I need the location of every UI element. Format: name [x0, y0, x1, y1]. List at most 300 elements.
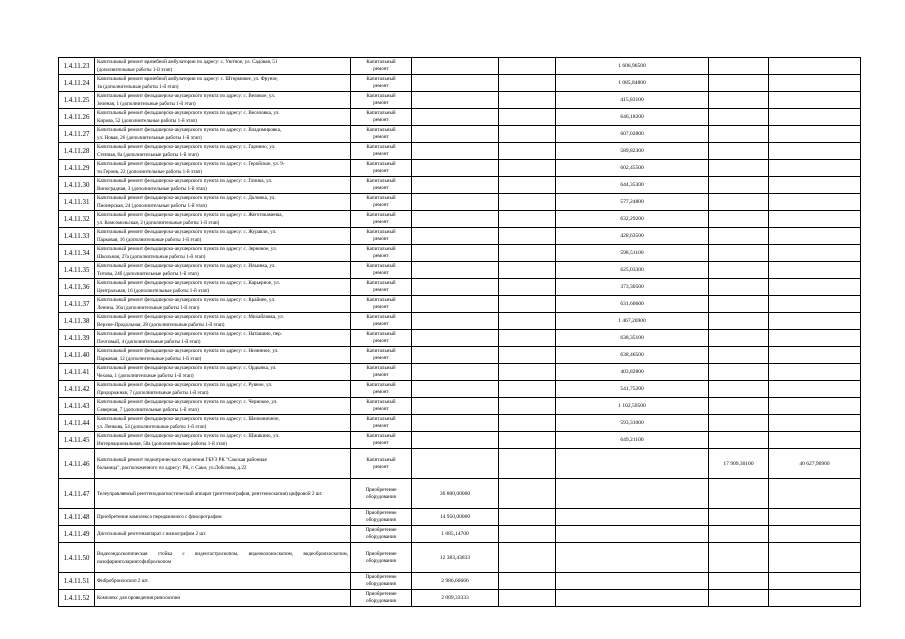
work-type-line: ремонт	[373, 355, 389, 361]
item-number: 1.4.11.30	[63, 181, 90, 189]
amount-cell	[769, 590, 861, 607]
work-type-line: Капитальный	[366, 76, 396, 82]
work-type-line: ремонт	[373, 202, 389, 208]
table-row	[59, 398, 861, 415]
amount-cell	[412, 126, 499, 143]
amount-cell	[556, 58, 709, 75]
amount-cell	[709, 58, 769, 75]
amount-cell	[709, 543, 769, 573]
amount-cell	[499, 432, 556, 449]
work-type-line: Капитальный	[366, 59, 396, 65]
item-number-cell	[59, 296, 95, 313]
item-description-line: Капитальный ремонт фельдшерско-акушерского пункта по адресу: с. Руяное, ул.	[97, 382, 273, 388]
item-description-line: Капитальный ремонт фельдшерско-акушерского пункта по адресу: с. Низинное, ул.	[97, 348, 279, 354]
amount-value: 649,21100	[620, 437, 644, 443]
item-description-cell	[95, 509, 351, 526]
work-type-cell	[351, 126, 412, 143]
amount-value: 589,82300	[620, 148, 644, 154]
item-description-cell	[95, 58, 351, 75]
amount-cell	[769, 177, 861, 194]
amount-cell	[499, 143, 556, 160]
amount-cell	[499, 415, 556, 432]
work-type-line: ремонт	[373, 304, 389, 310]
item-number-cell	[59, 211, 95, 228]
amount-value: 40 627,96900	[799, 460, 830, 467]
amount-cell	[769, 347, 861, 364]
item-number: 1.4.11.43	[63, 402, 90, 410]
work-type-cell	[351, 262, 412, 279]
amount-cell	[499, 381, 556, 398]
item-number-cell	[59, 160, 95, 177]
amount-cell	[412, 109, 499, 126]
item-description-cell	[95, 364, 351, 381]
amount-cell	[556, 177, 709, 194]
item-description-line: Капитальный ремонт фельдшерско-акушерского пункта по адресу: с. Гарнино, ул.	[97, 144, 276, 150]
item-number: 1.4.11.24	[63, 79, 90, 87]
amount-cell	[556, 279, 709, 296]
table-row	[59, 58, 861, 75]
amount-cell	[709, 526, 769, 543]
amount-cell	[709, 364, 769, 381]
work-type-line: оборудования	[366, 493, 396, 500]
item-description-line: ул. Ленкова, 54 (дополнительные работы 1-й этап)	[97, 424, 207, 430]
table-row	[59, 262, 861, 279]
item-number-cell	[59, 479, 95, 509]
amount-cell	[499, 109, 556, 126]
item-description-cell	[95, 347, 351, 364]
item-description-line: Капитальный ремонт фельдшерско-акушерского пункта по адресу: с. Геройское, ул. 9-	[97, 161, 285, 167]
item-description-line: Ленина, 36а (дополнительные работы 1-й этап)	[97, 305, 200, 311]
amount-cell	[556, 262, 709, 279]
work-type-line: Капитальный	[366, 456, 396, 463]
amount-cell	[556, 398, 709, 415]
item-description-line: Комплекс для проведения риноскопии	[97, 595, 181, 601]
amount-value: 428,63500	[620, 233, 644, 239]
work-type-cell	[351, 296, 412, 313]
table-row	[59, 194, 861, 211]
amount-cell	[412, 415, 499, 432]
item-description-line: Приобретение комплекса передвижного с флюорографом	[97, 514, 222, 520]
amount-cell	[499, 160, 556, 177]
work-type-cell	[351, 509, 412, 526]
work-type-line: Приобретение	[365, 527, 397, 533]
amount-cell	[556, 109, 709, 126]
amount-cell	[499, 279, 556, 296]
work-type-cell	[351, 109, 412, 126]
amount-cell	[709, 590, 769, 607]
work-type-line: ремонт	[373, 389, 389, 395]
amount-cell	[412, 432, 499, 449]
item-number: 1.4.11.33	[63, 232, 90, 240]
amount-cell	[769, 330, 861, 347]
item-description-cell	[95, 262, 351, 279]
work-type-line: ремонт	[373, 287, 389, 293]
item-description-cell	[95, 279, 351, 296]
amount-cell	[709, 330, 769, 347]
work-type-line: оборудования	[366, 517, 396, 523]
amount-cell	[709, 262, 769, 279]
amount-cell	[769, 126, 861, 143]
work-type-cell	[351, 330, 412, 347]
amount-cell	[709, 279, 769, 296]
amount-cell	[769, 143, 861, 160]
amount-cell	[769, 364, 861, 381]
item-number-cell	[59, 381, 95, 398]
table-row	[59, 347, 861, 364]
budget-table	[58, 57, 861, 607]
item-description-line: Капитальный ремонт фельдшерско-акушерского пункта по адресу: с. Жеготокаменка,	[97, 212, 283, 218]
amount-cell	[769, 58, 861, 75]
table-row	[59, 509, 861, 526]
item-number-cell	[59, 143, 95, 160]
table-row	[59, 415, 861, 432]
work-type-cell	[351, 479, 412, 509]
work-type-line: Капитальный	[366, 229, 396, 235]
item-description-line: Парковая, 16 (дополнительные работы 1-й этап)	[97, 237, 202, 243]
item-number-cell	[59, 347, 95, 364]
item-description-line: Титова, 24б (дополнительные работы 1-й этап)	[97, 271, 199, 277]
item-number: 1.4.11.51	[63, 577, 90, 585]
work-type-line: ремонт	[373, 117, 389, 123]
item-description-line: Виноградная, 3 (дополнительные работы 1-й этап)	[97, 186, 207, 192]
work-type-cell	[351, 590, 412, 607]
amount-value: 631,60600	[620, 301, 644, 307]
item-description-cell	[95, 526, 351, 543]
item-description-line: Придорожная, 7 (дополнительные работы 1-й этап)	[97, 390, 209, 396]
work-type-line: оборудования	[366, 598, 396, 604]
work-type-cell	[351, 92, 412, 109]
item-number: 1.4.11.47	[63, 489, 90, 498]
item-number-cell	[59, 279, 95, 296]
amount-cell	[769, 211, 861, 228]
work-type-line: Приобретение	[365, 574, 397, 580]
item-description-line: Дигитальный рентгенаппарат с визиографом 2 шт.	[97, 531, 207, 537]
work-type-line: ремонт	[373, 270, 389, 276]
work-type-line: ремонт	[373, 423, 389, 429]
item-description-cell	[95, 177, 351, 194]
item-description-line: (дополнительные работы 1-й этап)	[97, 67, 173, 73]
work-type-cell	[351, 160, 412, 177]
amount-value: 1 467,26900	[618, 318, 646, 324]
item-description-line: Капитальный ремонт фельдшерско-акушерского пункта по адресу: с. Шелковичное,	[97, 416, 280, 422]
item-description-line: Фибробронхоскоп 2 шт.	[97, 578, 149, 584]
amount-cell	[769, 296, 861, 313]
amount-value: 638,46500	[620, 352, 644, 358]
amount-value: 1 085,84800	[618, 80, 646, 86]
amount-cell	[499, 573, 556, 590]
amount-cell	[769, 245, 861, 262]
table-row	[59, 75, 861, 92]
table-row	[59, 330, 861, 347]
amount-cell	[412, 398, 499, 415]
work-type-line: Капитальный	[366, 297, 396, 303]
work-type-line: Капитальный	[366, 246, 396, 252]
item-description-line: Капитальный ремонт фельдшерско-акушерского пункта по адресу: с. Ордынка, ул.	[97, 365, 277, 371]
amount-cell	[769, 92, 861, 109]
table-row	[59, 92, 861, 109]
item-number-cell	[59, 126, 95, 143]
item-description-line: Капитальный ремонт фельдшерско-акушерского пункта по адресу: с. Михайловка, ул.	[97, 314, 284, 320]
amount-cell	[556, 432, 709, 449]
item-description-line: Кирова, 52 (дополнительные работы 1-й этап)	[97, 118, 197, 124]
item-number-cell	[59, 543, 95, 573]
work-type-cell	[351, 313, 412, 330]
work-type-cell	[351, 415, 412, 432]
amount-value: 646,18200	[620, 114, 644, 120]
work-type-cell	[351, 245, 412, 262]
table-row	[59, 543, 861, 573]
work-type-line: ремонт	[373, 168, 389, 174]
item-description-line: Интернациональная, 58а (дополнительные работы 1-й этап)	[97, 441, 228, 447]
item-description-line: Почтовый, 4 (дополнительные работы 1-й этап)	[97, 339, 201, 345]
work-type-line: Капитальный	[366, 161, 396, 167]
item-description-cell	[95, 296, 351, 313]
item-number: 1.4.11.35	[63, 266, 90, 274]
amount-value: 403,82800	[620, 369, 644, 375]
amount-cell	[709, 160, 769, 177]
item-number: 1.4.11.34	[63, 249, 90, 257]
work-type-cell	[351, 432, 412, 449]
item-number-cell	[59, 109, 95, 126]
amount-value: 644,35300	[620, 182, 644, 188]
item-description-line: Видеоэндоскопическая стойка с видеогастроскопом, видеоколоноскопом, видеобронхоскопом, назофаринголарингофиброскопом	[97, 550, 348, 565]
table-row	[59, 449, 861, 479]
work-type-cell	[351, 526, 412, 543]
amount-cell	[499, 228, 556, 245]
work-type-cell	[351, 398, 412, 415]
amount-cell	[709, 296, 769, 313]
amount-cell	[556, 194, 709, 211]
amount-value: 2 009,33333	[441, 595, 469, 601]
table-row	[59, 143, 861, 160]
amount-cell	[499, 449, 556, 479]
amount-cell	[709, 573, 769, 590]
work-type-line: Приобретение	[365, 486, 397, 493]
work-type-line: ремонт	[373, 134, 389, 140]
amount-cell	[709, 432, 769, 449]
work-type-cell	[351, 381, 412, 398]
table-row	[59, 296, 861, 313]
amount-cell	[499, 126, 556, 143]
work-type-line: Капитальный	[366, 331, 396, 337]
item-number-cell	[59, 245, 95, 262]
table-row	[59, 381, 861, 398]
amount-value: 36 800,00000	[439, 490, 471, 497]
amount-cell	[412, 526, 499, 543]
amount-cell	[769, 194, 861, 211]
work-type-line: Капитальный	[366, 127, 396, 133]
amount-value: 373,30500	[620, 284, 644, 290]
amount-cell	[499, 75, 556, 92]
item-number-cell	[59, 526, 95, 543]
work-type-cell	[351, 143, 412, 160]
item-description-cell	[95, 479, 351, 509]
item-description-line: Пионерская, 24 (дополнительные работы 1-й этап)	[97, 203, 207, 209]
amount-cell	[769, 573, 861, 590]
work-type-line: ремонт	[373, 321, 389, 327]
work-type-cell	[351, 177, 412, 194]
item-description-cell	[95, 126, 351, 143]
amount-cell	[769, 160, 861, 177]
amount-cell	[556, 479, 709, 509]
amount-cell	[556, 449, 709, 479]
amount-cell	[556, 143, 709, 160]
item-number: 1.4.11.27	[63, 130, 90, 138]
item-number-cell	[59, 228, 95, 245]
amount-value: 602,45500	[620, 165, 644, 171]
amount-cell	[412, 177, 499, 194]
item-number-cell	[59, 573, 95, 590]
item-description-cell	[95, 160, 351, 177]
amount-cell	[499, 330, 556, 347]
amount-cell	[412, 279, 499, 296]
amount-cell	[556, 543, 709, 573]
item-description-cell	[95, 245, 351, 262]
table-row	[59, 432, 861, 449]
work-type-line: ремонт	[373, 219, 389, 225]
work-type-line: Капитальный	[366, 399, 396, 405]
amount-cell	[499, 92, 556, 109]
item-description-line: 1в (дополнительные работы 1-й этап)	[97, 84, 179, 90]
amount-value: 598,51100	[620, 250, 644, 256]
item-number-cell	[59, 449, 95, 479]
amount-cell	[709, 126, 769, 143]
amount-cell	[412, 211, 499, 228]
amount-value: 415,83100	[620, 97, 644, 103]
work-type-line: ремонт	[373, 338, 389, 344]
work-type-line: ремонт	[373, 236, 389, 242]
amount-cell	[556, 126, 709, 143]
amount-cell	[412, 590, 499, 607]
table-row	[59, 211, 861, 228]
table-row	[59, 479, 861, 509]
amount-cell	[499, 543, 556, 573]
amount-cell	[499, 177, 556, 194]
work-type-line: Капитальный	[366, 382, 396, 388]
amount-cell	[709, 347, 769, 364]
item-description-cell	[95, 330, 351, 347]
work-type-cell	[351, 228, 412, 245]
amount-cell	[769, 313, 861, 330]
work-type-line: Капитальный	[366, 416, 396, 422]
amount-value: 593,31000	[620, 420, 644, 426]
amount-cell	[499, 313, 556, 330]
amount-cell	[412, 143, 499, 160]
amount-cell	[556, 364, 709, 381]
item-number-cell	[59, 262, 95, 279]
amount-value: 17 909,30100	[723, 460, 754, 467]
amount-cell	[412, 313, 499, 330]
work-type-line: Приобретение	[365, 550, 397, 557]
work-type-line: Капитальный	[366, 348, 396, 354]
table-row	[59, 313, 861, 330]
work-type-line: ремонт	[373, 253, 389, 259]
item-number: 1.4.11.36	[63, 283, 90, 291]
work-type-cell	[351, 75, 412, 92]
item-description-line: Капитальный ремонт фельдшерско-акушерского пункта по адресу: с. Зерновое, ул.	[97, 246, 277, 252]
amount-cell	[412, 58, 499, 75]
item-description-line: Капитальный ремонт фельдшерско-акушерского пункта по адресу: с. Чернокое, ул.	[97, 399, 278, 405]
work-type-cell	[351, 364, 412, 381]
work-type-line: Приобретение	[365, 591, 397, 597]
item-description-line: Капитальный ремонт фельдшерско-акушерского пункта по адресу: с. Шишкино, ул.	[97, 433, 280, 439]
item-description-cell	[95, 381, 351, 398]
item-description-line: Верхне-Продольная, 28 (дополнительные работы 1-й этап)	[97, 322, 225, 328]
item-number-cell	[59, 398, 95, 415]
item-number-cell	[59, 58, 95, 75]
amount-cell	[556, 245, 709, 262]
work-type-line: ремонт	[373, 151, 389, 157]
item-number-cell	[59, 432, 95, 449]
item-number-cell	[59, 177, 95, 194]
amount-cell	[412, 449, 499, 479]
amount-value: 1 606,96500	[618, 63, 646, 69]
item-number: 1.4.11.39	[63, 334, 90, 342]
item-description-line: Капитальный ремонт фельдшерско-акушерского пункта по адресу: с. Наташино, пер.	[97, 331, 282, 337]
amount-cell	[412, 479, 499, 509]
work-type-line: Капитальный	[366, 110, 396, 116]
table-row	[59, 279, 861, 296]
amount-cell	[412, 347, 499, 364]
item-description-line: Капитальный ремонт врачебной амбулатории по адресу: с. Штормовое, ул. Фрунзе,	[97, 76, 279, 82]
amount-cell	[499, 245, 556, 262]
item-number: 1.4.11.41	[63, 368, 90, 376]
work-type-cell	[351, 279, 412, 296]
work-type-line: ремонт	[373, 406, 389, 412]
amount-cell	[499, 211, 556, 228]
amount-cell	[709, 415, 769, 432]
amount-value: 577,24800	[620, 199, 644, 205]
item-description-line: Капитальный ремонт фельдшерско-акушерского пункта по адресу: с. Крайнее, ул.	[97, 297, 276, 303]
amount-cell	[709, 245, 769, 262]
work-type-line: ремонт	[373, 440, 389, 446]
work-type-line: Капитальный	[366, 365, 396, 371]
table-row	[59, 590, 861, 607]
amount-cell	[412, 296, 499, 313]
amount-cell	[709, 109, 769, 126]
item-number-cell	[59, 92, 95, 109]
item-description-line: Северная, 7 (дополнительные работы 1-й этап)	[97, 407, 199, 413]
table-row	[59, 177, 861, 194]
item-number: 1.4.11.23	[63, 62, 90, 70]
amount-cell	[709, 449, 769, 479]
amount-cell	[709, 92, 769, 109]
work-type-cell	[351, 194, 412, 211]
amount-cell	[556, 160, 709, 177]
amount-value: 632,29200	[620, 216, 644, 222]
amount-cell	[556, 381, 709, 398]
item-description-cell	[95, 398, 351, 415]
item-description-cell	[95, 543, 351, 573]
table-row	[59, 245, 861, 262]
item-number: 1.4.11.29	[63, 164, 90, 172]
amount-cell	[556, 415, 709, 432]
item-number: 1.4.11.49	[63, 530, 90, 538]
amount-value: 12 383,43833	[439, 554, 471, 561]
item-number: 1.4.11.42	[63, 385, 90, 393]
amount-cell	[556, 526, 709, 543]
item-number: 1.4.11.26	[63, 113, 90, 121]
item-description-line: Капитальный ремонт фельдшерско-акушерского пункта по адресу: с. Веселовка, ул.	[97, 110, 280, 116]
amount-cell	[709, 177, 769, 194]
item-description-line: Центральная, 16 (дополнительные работы 1-й этап)	[97, 288, 210, 294]
amount-value: 1 085,14700	[441, 531, 469, 537]
work-type-line: оборудования	[366, 534, 396, 540]
item-description-cell	[95, 313, 351, 330]
work-type-line: ремонт	[373, 463, 389, 470]
amount-cell	[709, 398, 769, 415]
table-body	[59, 58, 861, 607]
